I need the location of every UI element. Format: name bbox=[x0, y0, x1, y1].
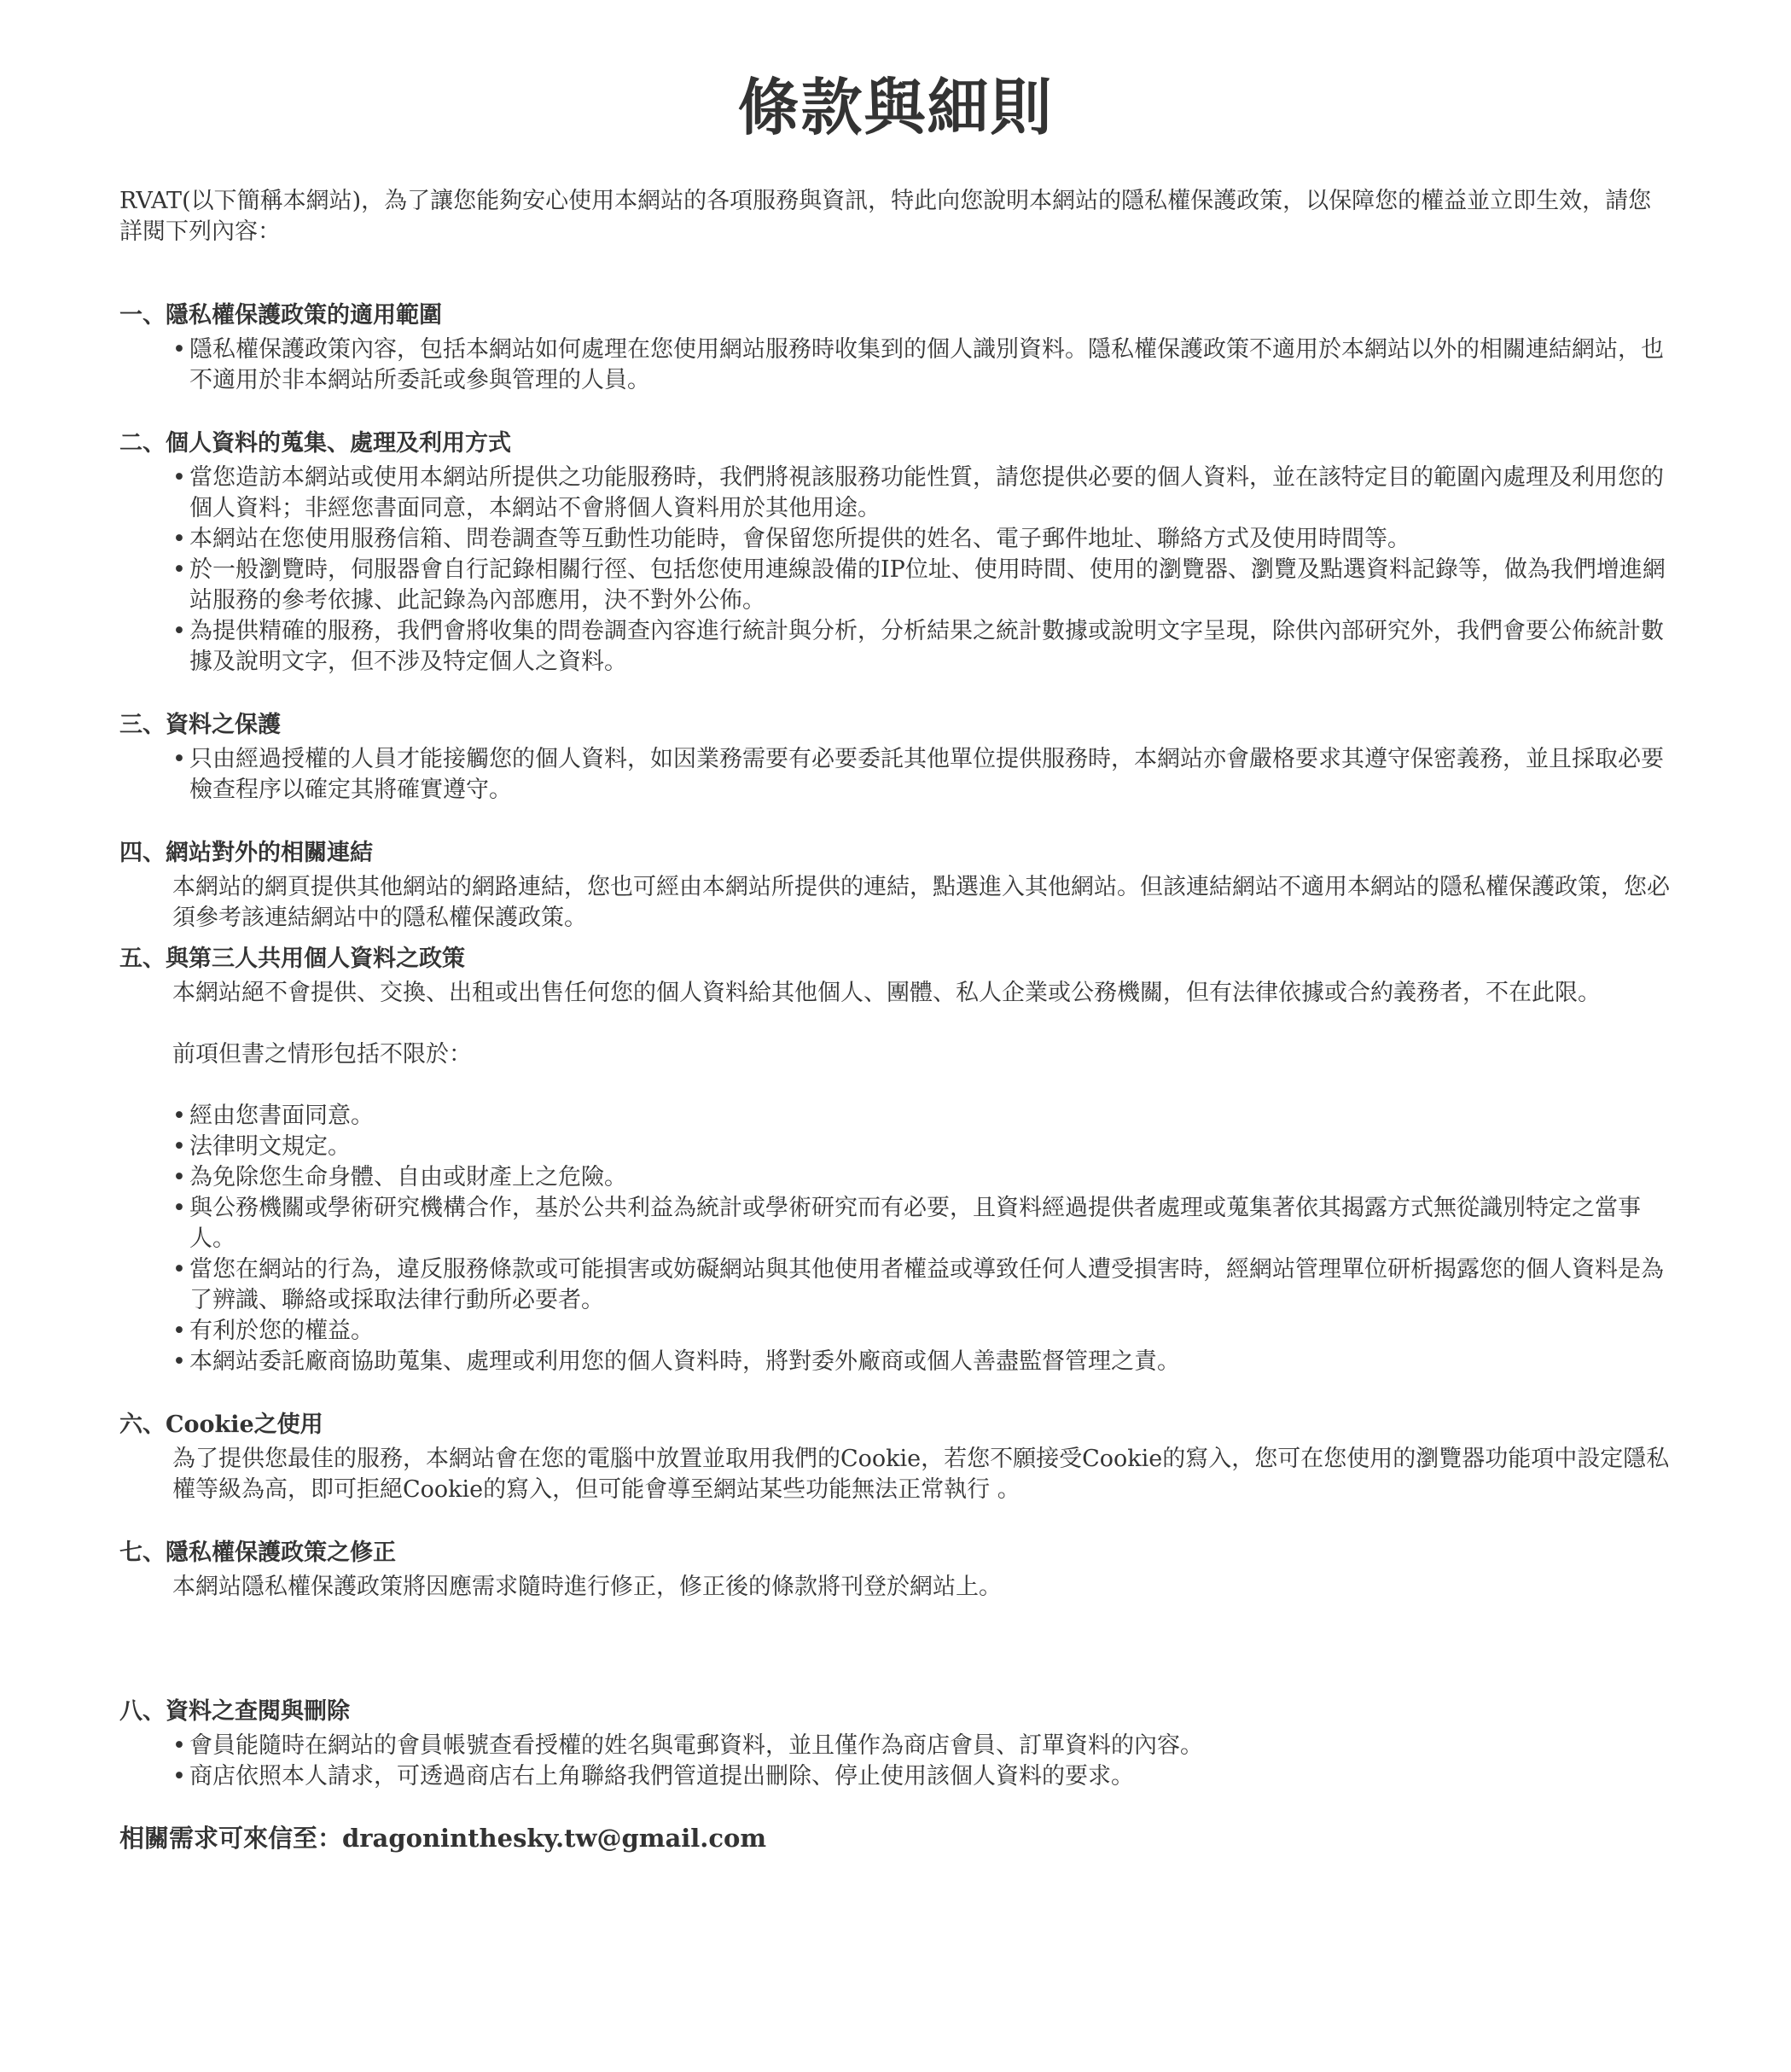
section-data-protection bbox=[119, 710, 1672, 806]
list-item: • 會員能隨時在網站的會員帳號查看授權的姓名與電郵資料，並且僅作為商店會員、訂單資料的內容。 bbox=[172, 1731, 1672, 1761]
section-title: 六、Cookie之使用 bbox=[119, 1411, 323, 1438]
contact-email-line: 相關需求可來信至：dragoninthesky.tw@gmail.com bbox=[119, 1824, 767, 1853]
section-external-links bbox=[119, 838, 1672, 934]
section-paragraph-exceptions: 前項但書之情形包括不限於： bbox=[172, 1041, 472, 1068]
list-item: • 當您造訪本網站或使用本網站所提供之功能服務時，我們將視該服務功能性質，請您提供必要的個人資料，並在該特定目的範圍內處理及利用您的個人資料；非經您書面同意，本網站不會將個人資料用於其他用途。 bbox=[172, 463, 1672, 524]
section-cookie bbox=[119, 1410, 1672, 1505]
list-item: • 商店依照本人請求，可透過商店右上角聯絡我們管道提出刪除、停止使用該個人資料的要求。 bbox=[172, 1761, 1672, 1792]
section-title: 一、隱私權保護政策的適用範圍 bbox=[119, 302, 442, 329]
section-title: 三、資料之保護 bbox=[119, 712, 281, 738]
section-paragraph: 本網站的網頁提供其他網站的網路連結，您也可經由本網站所提供的連結，點選進入其他網站。但該連結網站不適用本網站的隱私權保護政策，您必須參考該連結網站中的隱私權保護政策。 bbox=[172, 874, 1670, 931]
section-paragraph: 本網站絕不會提供、交換、出租或出售任何您的個人資料給其他個人、團體、私人企業或公務機關，但有法律依據或合約義務者，不在此限。 bbox=[172, 980, 1601, 1006]
section-title: 八、資料之查閱與刪除 bbox=[119, 1698, 350, 1725]
section-title: 四、網站對外的相關連結 bbox=[119, 840, 373, 866]
section-title: 五、與第三人共用個人資料之政策 bbox=[119, 946, 465, 972]
bullet-list bbox=[119, 335, 1672, 396]
list-item: • 有利於您的權益。 bbox=[172, 1316, 1672, 1347]
list-item: • 與公務機關或學術研究機構合作，基於公共利益為統計或學術研究而有必要，且資料經過提供者處理或蒐集著依其揭露方式無從識別特定之當事人。 bbox=[172, 1193, 1672, 1254]
section-data-access-deletion bbox=[119, 1697, 1672, 1792]
list-item: • 法律明文規定。 bbox=[172, 1132, 1672, 1162]
list-item: • 當您在網站的行為，違反服務條款或可能損害或妨礙網站與其他使用者權益或導致任何人遭受損害時，經網站管理單位研析揭露您的個人資料是為了辨識、聯絡或採取法律行動所必要者。 bbox=[172, 1254, 1672, 1316]
bullet-list bbox=[119, 744, 1672, 806]
list-item: • 只由經過授權的人員才能接觸您的個人資料，如因業務需要有必要委託其他單位提供服務時，本網站亦會嚴格要求其遵守保密義務，並且採取必要檢查程序以確定其將確實遵守。 bbox=[172, 744, 1672, 806]
section-policy-revision bbox=[119, 1538, 1672, 1603]
intro-text: RVAT(以下簡稱本網站)，為了讓您能夠安心使用本網站的各項服務與資訊，特此向您說明本網站的隱私權保護政策，以保障您的權益並立即生效，請您詳閱下列內容： bbox=[119, 188, 1652, 245]
section-third-party-sharing bbox=[119, 944, 1672, 1377]
list-item: • 本網站在您使用服務信箱、問卷調查等互動性功能時，會保留您所提供的姓名、電子郵件地址、聯絡方式及使用時間等。 bbox=[172, 524, 1672, 555]
bullet-list bbox=[119, 463, 1672, 678]
section-title: 二、個人資料的蒐集、處理及利用方式 bbox=[119, 430, 511, 457]
bullet-list bbox=[119, 1101, 1672, 1377]
bullet-list bbox=[119, 1731, 1672, 1792]
section-paragraph: 為了提供您最佳的服務，本網站會在您的電腦中放置並取用我們的Cookie，若您不願接受Cookie的寫入，您可在您使用的瀏覽器功能項中設定隱私權等級為高，即可拒絕Cookie的寫入，但可能會導至網站某些功能無法正常執行 。 bbox=[172, 1446, 1670, 1503]
list-item: • 於一般瀏覽時，伺服器會自行記錄相關行徑、包括您使用連線設備的IP位址、使用時間、使用的瀏覽器、瀏覽及點選資料記錄等，做為我們增進網站服務的參考依據、此記錄為內部應用，決不對外公佈。 bbox=[172, 555, 1672, 616]
list-item: • 本網站委託廠商協助蒐集、處理或利用您的個人資料時，將對委外廠商或個人善盡監督管理之責。 bbox=[172, 1347, 1672, 1377]
list-item: • 經由您書面同意。 bbox=[172, 1101, 1672, 1132]
section-privacy-scope bbox=[119, 300, 1672, 396]
list-item: • 隱私權保護政策內容，包括本網站如何處理在您使用網站服務時收集到的個人識別資料。隱私權保護政策不適用於本網站以外的相關連結網站，也不適用於非本網站所委託或參與管理的人員。 bbox=[172, 335, 1672, 396]
section-title: 七、隱私權保護政策之修正 bbox=[119, 1539, 396, 1566]
section-data-collection bbox=[119, 428, 1672, 678]
page-title: 條款與細則 bbox=[737, 71, 1054, 143]
list-item: • 為提供精確的服務，我們會將收集的問卷調查內容進行統計與分析，分析結果之統計數據或說明文字呈現，除供內部研究外，我們會要公佈統計數據及說明文字，但不涉及特定個人之資料。 bbox=[172, 616, 1672, 678]
list-item: • 為免除您生命身體、自由或財產上之危險。 bbox=[172, 1162, 1672, 1193]
section-paragraph: 本網站隱私權保護政策將因應需求隨時進行修正，修正後的條款將刊登於網站上。 bbox=[172, 1574, 1002, 1600]
